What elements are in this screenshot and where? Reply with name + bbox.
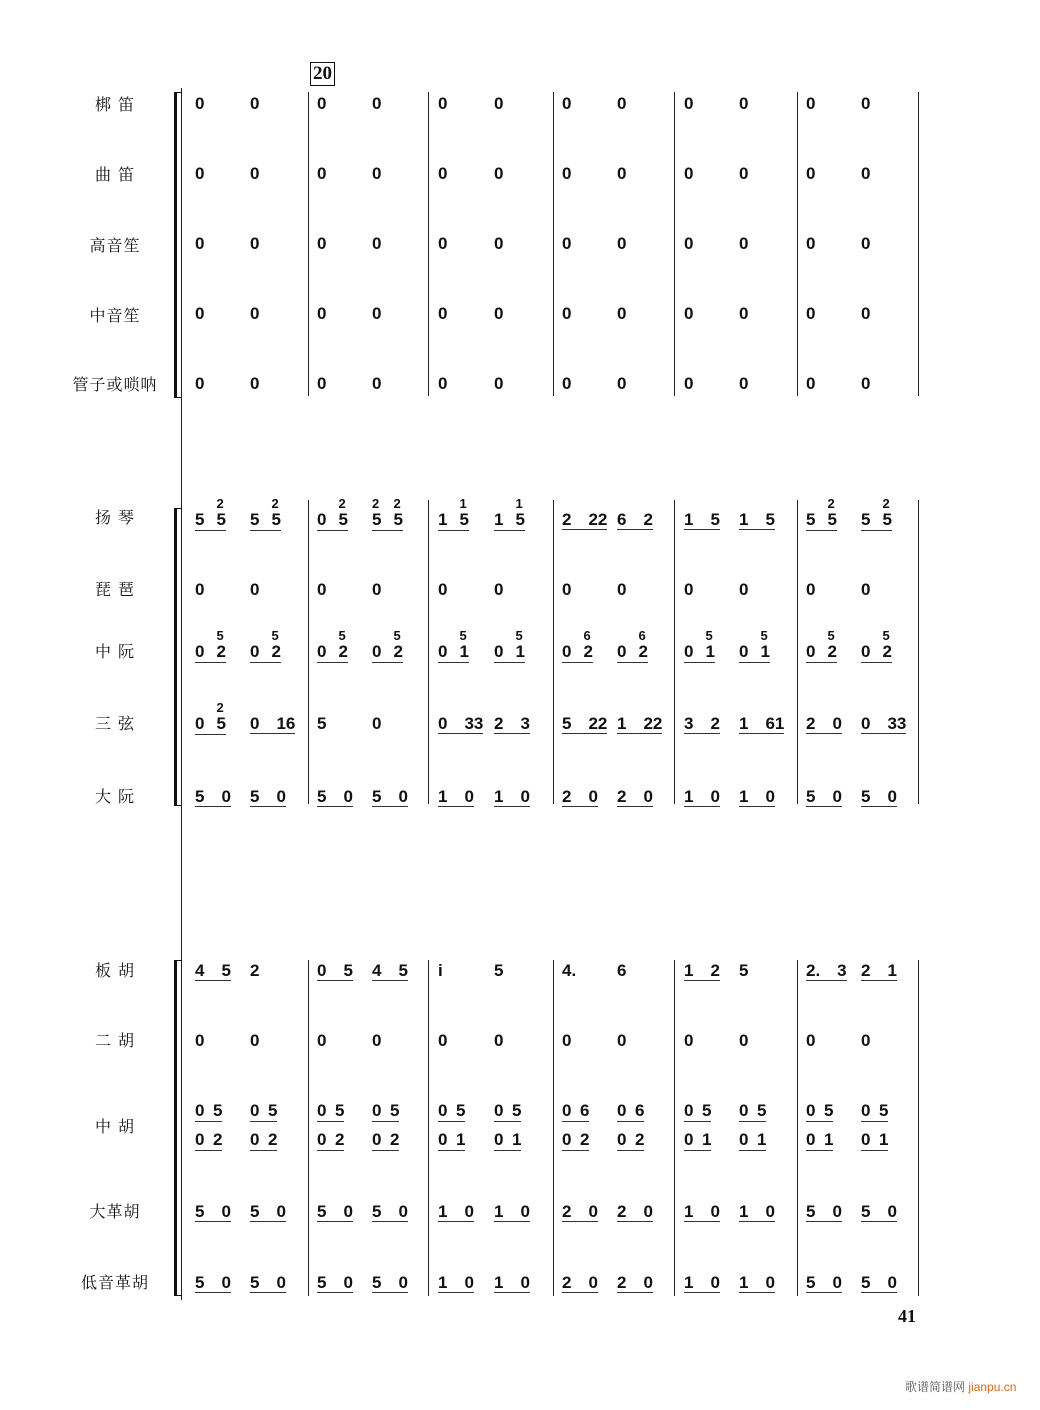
note-beat: 0 5	[317, 961, 353, 980]
note-beat: 0 5 0 2	[195, 1101, 223, 1149]
barline-final	[918, 960, 919, 1296]
note-beat: 2	[250, 961, 260, 980]
barline	[797, 500, 798, 804]
note-beat: 0	[250, 164, 260, 183]
barline	[428, 92, 429, 396]
barline	[553, 960, 554, 1296]
note-beat: 0 1 5	[684, 628, 715, 661]
note-beat: 0 5 0 1	[806, 1101, 834, 1149]
note-beat: 0	[438, 164, 448, 183]
note-beat: 1 5	[739, 510, 775, 529]
note-beat: 0	[861, 1031, 871, 1050]
note-beat: 0 6 0 2	[562, 1101, 590, 1149]
note-beat: 0	[372, 714, 382, 733]
note-beat: 5 0	[317, 1273, 353, 1292]
note-beat: 1 5	[684, 510, 720, 529]
note-beat: 0	[806, 164, 816, 183]
note-beat: 0 1 5	[438, 628, 469, 661]
barline	[674, 960, 675, 1296]
note-beat: 1 5 1	[438, 496, 469, 529]
note-beat: 0	[494, 164, 504, 183]
note-beat: 0	[617, 94, 627, 113]
label-guanzi-suona: 管子或唢呐	[72, 375, 158, 394]
note-beat: 0	[806, 580, 816, 599]
note-beat: 0	[684, 304, 694, 323]
note-beat: 0	[494, 1031, 504, 1050]
note-beat: 0	[861, 304, 871, 323]
note-beat: 1 5 1	[494, 496, 525, 529]
note-beat: 5	[739, 961, 749, 980]
note-beat: 5 0	[250, 787, 286, 806]
note-beat: 2 0	[562, 1202, 598, 1221]
note-beat: 5 0	[250, 1273, 286, 1292]
note-beat: 0	[684, 1031, 694, 1050]
note-beat: 0	[739, 234, 749, 253]
note-beat: 5 2 5 2	[372, 496, 403, 529]
note-beat: 5 0	[317, 787, 353, 806]
label-bass-gehu: 低音革胡	[80, 1273, 149, 1292]
barline	[308, 500, 309, 804]
note-beat: 0	[372, 374, 382, 393]
note-beat: 0	[861, 580, 871, 599]
note-beat: 0	[438, 1031, 448, 1050]
note-beat: 0	[317, 1031, 327, 1050]
note-beat: 0	[250, 234, 260, 253]
note-beat: 0 16	[250, 714, 296, 733]
note-beat: 4.	[562, 961, 577, 980]
note-beat: 0	[250, 304, 260, 323]
label-zhongruan: 中 阮	[94, 642, 136, 661]
note-beat: 0	[250, 374, 260, 393]
label-sanxian: 三 弦	[94, 714, 136, 733]
label-daruan: 大 阮	[94, 787, 136, 806]
note-beat: 0 2 5	[806, 628, 837, 661]
note-beat: 0	[684, 374, 694, 393]
note-beat: 0 1 5	[494, 628, 525, 661]
note-beat: 5 22	[562, 714, 608, 733]
note-beat: 5 0	[195, 1273, 231, 1292]
note-beat: 0	[739, 374, 749, 393]
note-beat: 0	[617, 1031, 627, 1050]
note-beat: 0 5 0 2	[372, 1101, 400, 1149]
note-beat: 1 0	[739, 1273, 775, 1292]
note-beat: 1 0	[684, 1273, 720, 1292]
note-beat: 0	[562, 304, 572, 323]
note-beat: 5 5 2	[195, 496, 226, 529]
note-beat: 0	[438, 94, 448, 113]
note-beat: 2. 3	[806, 961, 847, 980]
note-beat: 0	[438, 580, 448, 599]
note-beat: 0 2 5	[317, 628, 348, 661]
note-beat: 0 33	[861, 714, 907, 733]
note-beat: 0	[861, 374, 871, 393]
note-beat: 0	[562, 94, 572, 113]
note-beat: 0 2 6	[562, 628, 593, 661]
note-beat: 0	[250, 1031, 260, 1050]
note-beat: 1 0	[494, 1202, 530, 1221]
note-beat: 5 0	[861, 787, 897, 806]
note-beat: 0	[317, 374, 327, 393]
rehearsal-mark: 20	[310, 62, 335, 86]
barline	[428, 960, 429, 1296]
note-beat: 0	[372, 234, 382, 253]
note-beat: 0	[562, 164, 572, 183]
note-beat: 0 2 5	[250, 628, 281, 661]
note-beat: 0	[739, 164, 749, 183]
note-beat: 0	[806, 374, 816, 393]
barline	[797, 960, 798, 1296]
note-beat: 1 0	[739, 1202, 775, 1221]
label-high-sheng: 高音笙	[89, 236, 141, 255]
barline	[674, 92, 675, 396]
page-number: 41	[898, 1306, 916, 1326]
note-beat: 0	[739, 1031, 749, 1050]
note-beat: 0	[317, 164, 327, 183]
barline-final	[918, 500, 919, 804]
note-beat: 0	[195, 580, 205, 599]
note-beat: 0	[684, 94, 694, 113]
note-beat: 5 0	[372, 1273, 408, 1292]
note-beat: 0	[250, 94, 260, 113]
note-beat: 0	[317, 94, 327, 113]
note-beat: 0 2 6	[617, 628, 648, 661]
note-beat: 0 5 2	[317, 496, 348, 529]
note-beat: 2 0	[617, 787, 653, 806]
note-beat: 2 0	[562, 1273, 598, 1292]
note-beat: 0	[806, 94, 816, 113]
barline	[308, 92, 309, 396]
note-beat: 0	[250, 580, 260, 599]
note-beat: 5 0	[861, 1202, 897, 1221]
note-beat: 0	[195, 234, 205, 253]
note-beat: 0	[861, 94, 871, 113]
note-beat: 0 5 2	[195, 700, 226, 733]
note-beat: 0	[317, 234, 327, 253]
note-beat: 0	[617, 164, 627, 183]
barline-final	[918, 92, 919, 396]
watermark-text: 歌谱简谱网	[905, 1380, 966, 1394]
barline	[674, 500, 675, 804]
note-beat: 0	[562, 1031, 572, 1050]
label-zhonghu: 中 胡	[94, 1117, 136, 1136]
label-erhu: 二 胡	[94, 1031, 136, 1050]
note-beat: i	[438, 961, 443, 980]
note-beat: 1 22	[617, 714, 663, 733]
note-beat: 1 0	[438, 1202, 474, 1221]
note-beat: 0	[494, 94, 504, 113]
label-yangqin: 扬 琴	[94, 508, 136, 527]
note-beat: 0 5 0 1	[739, 1101, 767, 1149]
barline	[553, 92, 554, 396]
note-beat: 2 0	[617, 1273, 653, 1292]
note-beat: 0	[617, 580, 627, 599]
note-beat: 5 0	[195, 787, 231, 806]
note-beat: 5 5 2	[806, 496, 837, 529]
note-beat: 0	[739, 94, 749, 113]
note-beat: 0	[195, 94, 205, 113]
note-beat: 5 0	[317, 1202, 353, 1221]
note-beat: 0	[195, 374, 205, 393]
bowed-bracket	[174, 960, 182, 1296]
note-beat: 0	[494, 580, 504, 599]
watermark-url: jianpu.cn	[968, 1380, 1017, 1394]
note-beat: 0	[372, 164, 382, 183]
note-beat: 0	[684, 164, 694, 183]
note-beat: 0 2 5	[195, 628, 226, 661]
note-beat: 0 5 0 1	[494, 1101, 522, 1149]
note-beat: 6 2	[617, 510, 653, 529]
label-pipa: 琵 琶	[94, 580, 136, 599]
note-beat: 3 2	[684, 714, 720, 733]
note-beat: 5 0	[806, 1202, 842, 1221]
note-beat: 1 0	[684, 787, 720, 806]
note-beat: 5 0	[372, 787, 408, 806]
barline	[553, 500, 554, 804]
note-beat: 0	[562, 374, 572, 393]
note-beat: 0	[494, 374, 504, 393]
note-beat: 0 33	[438, 714, 484, 733]
note-beat: 0	[195, 1031, 205, 1050]
note-beat: 0 5 0 1	[438, 1101, 466, 1149]
winds-bracket	[174, 92, 182, 398]
note-beat: 2 1	[861, 961, 897, 980]
note-beat: 5 0	[806, 1273, 842, 1292]
note-beat: 5	[317, 714, 327, 733]
label-banhu: 板 胡	[94, 961, 136, 980]
note-beat: 0 1 5	[739, 628, 770, 661]
note-beat: 5 0	[806, 787, 842, 806]
note-beat: 0	[861, 164, 871, 183]
note-beat: 0	[494, 234, 504, 253]
barline	[308, 960, 309, 1296]
note-beat: 1 0	[438, 1273, 474, 1292]
plucked-bracket	[174, 508, 182, 806]
note-beat: 2 0	[562, 787, 598, 806]
note-beat: 0	[195, 304, 205, 323]
note-beat: 0	[562, 234, 572, 253]
note-beat: 0 5 0 1	[684, 1101, 712, 1149]
note-beat: 1 2	[684, 961, 720, 980]
barline	[428, 500, 429, 804]
label-bangdi: 梆 笛	[94, 95, 136, 114]
note-beat: 5 0	[195, 1202, 231, 1221]
note-beat: 4 5	[195, 961, 231, 980]
note-beat: 0 5 0 2	[250, 1101, 278, 1149]
note-beat: 0 6 0 2	[617, 1101, 645, 1149]
note-beat: 5 0	[861, 1273, 897, 1292]
note-beat: 0	[806, 234, 816, 253]
note-beat: 0	[684, 234, 694, 253]
note-beat: 0	[438, 304, 448, 323]
note-beat: 0	[617, 374, 627, 393]
note-beat: 5	[494, 961, 504, 980]
note-beat: 0	[806, 1031, 816, 1050]
note-beat: 0	[372, 1031, 382, 1050]
note-beat: 0	[372, 94, 382, 113]
note-beat: 5 0	[250, 1202, 286, 1221]
note-beat: 1 0	[739, 787, 775, 806]
note-beat: 5 5 2	[250, 496, 281, 529]
note-beat: 0	[861, 234, 871, 253]
note-beat: 0	[617, 234, 627, 253]
note-beat: 0	[372, 304, 382, 323]
note-beat: 6	[617, 961, 627, 980]
note-beat: 4 5	[372, 961, 408, 980]
note-beat: 2 3	[494, 714, 530, 733]
note-beat: 0	[317, 580, 327, 599]
note-beat: 0	[317, 304, 327, 323]
label-qudi: 曲 笛	[94, 165, 136, 184]
note-beat: 0	[494, 304, 504, 323]
note-beat: 0	[195, 164, 205, 183]
note-beat: 1 0	[684, 1202, 720, 1221]
note-beat: 0 2 5	[372, 628, 403, 661]
note-beat: 0	[438, 374, 448, 393]
note-beat: 0	[739, 580, 749, 599]
note-beat: 0	[617, 304, 627, 323]
note-beat: 1 0	[438, 787, 474, 806]
watermark	[905, 1378, 1016, 1395]
note-beat: 0	[806, 304, 816, 323]
note-beat: 2 0	[806, 714, 842, 733]
note-beat: 0	[438, 234, 448, 253]
note-beat: 0	[562, 580, 572, 599]
note-beat: 0 5 0 2	[317, 1101, 345, 1149]
note-beat: 0	[684, 580, 694, 599]
note-beat: 5 5 2	[861, 496, 892, 529]
note-beat: 1 61	[739, 714, 785, 733]
note-beat: 2 22	[562, 510, 608, 529]
note-beat: 0	[372, 580, 382, 599]
note-beat: 0	[739, 304, 749, 323]
note-beat: 1 0	[494, 1273, 530, 1292]
label-dagehu: 大革胡	[89, 1202, 141, 1221]
note-beat: 0 2 5	[861, 628, 892, 661]
note-beat: 1 0	[494, 787, 530, 806]
label-mid-sheng: 中音笙	[89, 306, 141, 325]
barline	[797, 92, 798, 396]
note-beat: 0 5 0 1	[861, 1101, 889, 1149]
note-beat: 5 0	[372, 1202, 408, 1221]
note-beat: 2 0	[617, 1202, 653, 1221]
